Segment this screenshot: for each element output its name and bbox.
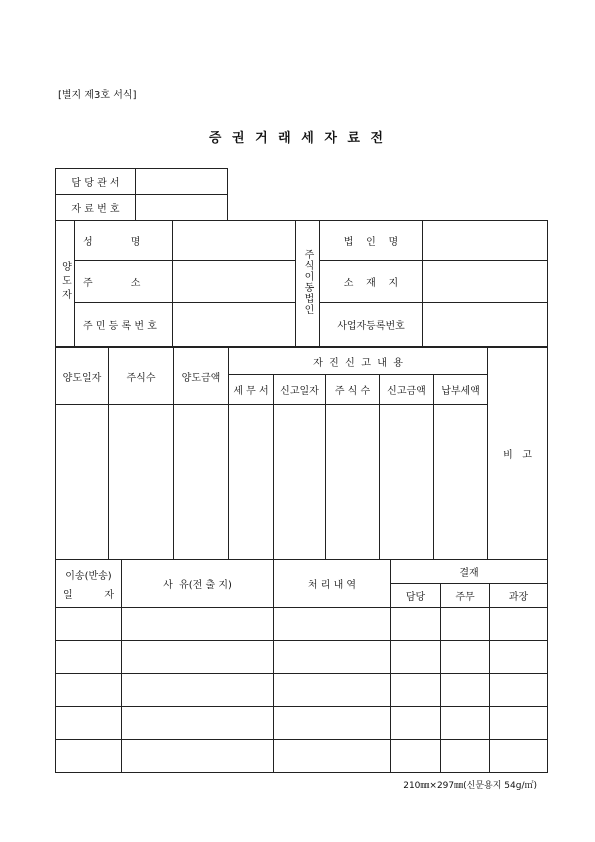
- paper-spec-footer: 210㎜×297㎜(신문용지 54g/㎡): [403, 781, 537, 791]
- staff-sign-field[interactable]: [391, 674, 441, 707]
- history-row: [56, 674, 548, 707]
- process-field[interactable]: [274, 674, 391, 707]
- history-row: [56, 608, 548, 641]
- approval-col-chief: 주무: [441, 584, 490, 608]
- report-amount-header: 신고금액: [380, 375, 434, 405]
- reason-header: 사 유(전 출 지): [122, 560, 274, 608]
- process-field[interactable]: [274, 608, 391, 641]
- history-date-label-2: 일 자: [62, 589, 115, 601]
- history-row: [56, 641, 548, 674]
- self-report-header: 자 진 신 고 내 용: [229, 348, 488, 375]
- tax-office-field[interactable]: [229, 405, 274, 560]
- remarks-label: 비 고: [503, 450, 532, 461]
- doc-no-field[interactable]: [136, 195, 228, 221]
- officer-field[interactable]: [136, 169, 228, 195]
- history-date-header: [56, 560, 122, 608]
- reason-field[interactable]: [122, 707, 274, 740]
- chief-sign-field[interactable]: [441, 641, 490, 674]
- transfer-table: [55, 347, 548, 560]
- process-field[interactable]: [274, 641, 391, 674]
- transferor-name-label: 성 명: [75, 221, 173, 261]
- transferor-resident-no-field[interactable]: [173, 303, 296, 347]
- report-share-count-field[interactable]: [326, 405, 380, 560]
- reason-field[interactable]: [122, 674, 274, 707]
- report-date-field[interactable]: [274, 405, 326, 560]
- reason-field[interactable]: [122, 641, 274, 674]
- corp-group-label: 주식이동법인: [296, 221, 320, 347]
- history-date-label-1: 이송(반송): [65, 570, 112, 582]
- report-date-header: 신고일자: [274, 375, 326, 405]
- share-count-header: 주식수: [109, 348, 174, 405]
- tax-office-header: 세 무 서: [229, 375, 274, 405]
- reason-field[interactable]: [122, 740, 274, 773]
- tax-paid-header: 납부세액: [434, 375, 488, 405]
- corp-biz-no-field[interactable]: [423, 303, 548, 347]
- manager-sign-field[interactable]: [490, 707, 548, 740]
- remarks-cell[interactable]: [488, 348, 548, 560]
- manager-sign-field[interactable]: [490, 641, 548, 674]
- history-date-field[interactable]: [56, 707, 122, 740]
- officer-label: 담 당 관 서: [56, 169, 136, 195]
- transfer-date-header: 양도일자: [56, 348, 109, 405]
- staff-sign-field[interactable]: [391, 641, 441, 674]
- transfer-date-field[interactable]: [56, 405, 109, 560]
- process-header: 처 리 내 역: [274, 560, 391, 608]
- header-box-table: [55, 168, 228, 221]
- parties-table: [55, 220, 548, 347]
- chief-sign-field[interactable]: [441, 740, 490, 773]
- manager-sign-field[interactable]: [490, 608, 548, 641]
- manager-sign-field[interactable]: [490, 740, 548, 773]
- corp-biz-no-label: 사업자등록번호: [320, 303, 423, 347]
- share-count-field[interactable]: [109, 405, 174, 560]
- approval-col-manager: 과장: [490, 584, 548, 608]
- transferor-address-field[interactable]: [173, 261, 296, 303]
- transfer-amount-header: 양도금액: [174, 348, 229, 405]
- form-number: [별지 제3호 서식]: [58, 90, 137, 101]
- reason-field[interactable]: [122, 608, 274, 641]
- history-date-field[interactable]: [56, 674, 122, 707]
- manager-sign-field[interactable]: [490, 674, 548, 707]
- corp-name-field[interactable]: [423, 221, 548, 261]
- chief-sign-field[interactable]: [441, 608, 490, 641]
- staff-sign-field[interactable]: [391, 740, 441, 773]
- page-title: 증 권 거 래 세 자 료 전: [208, 131, 387, 146]
- transferor-address-label: 주 소: [75, 261, 173, 303]
- approval-col-staff: 담당: [391, 584, 441, 608]
- corp-name-label: 법 인 명: [320, 221, 423, 261]
- staff-sign-field[interactable]: [391, 707, 441, 740]
- history-row: [56, 740, 548, 773]
- report-amount-field[interactable]: [380, 405, 434, 560]
- transfer-amount-field[interactable]: [174, 405, 229, 560]
- report-share-count-header: 주 식 수: [326, 375, 380, 405]
- approval-header: 결재: [391, 560, 548, 584]
- history-row: [56, 707, 548, 740]
- history-date-field[interactable]: [56, 740, 122, 773]
- doc-no-label: 자 료 번 호: [56, 195, 136, 221]
- transferor-name-field[interactable]: [173, 221, 296, 261]
- corp-location-field[interactable]: [423, 261, 548, 303]
- process-field[interactable]: [274, 740, 391, 773]
- process-field[interactable]: [274, 707, 391, 740]
- transferor-resident-no-label: 주 민 등 록 번 호: [75, 303, 173, 347]
- history-date-field[interactable]: [56, 641, 122, 674]
- corp-location-label: 소 재 지: [320, 261, 423, 303]
- history-date-field[interactable]: [56, 608, 122, 641]
- chief-sign-field[interactable]: [441, 674, 490, 707]
- transferor-group-label: 양도자: [56, 221, 75, 347]
- tax-paid-field[interactable]: [434, 405, 488, 560]
- history-table: [55, 559, 548, 773]
- staff-sign-field[interactable]: [391, 608, 441, 641]
- chief-sign-field[interactable]: [441, 707, 490, 740]
